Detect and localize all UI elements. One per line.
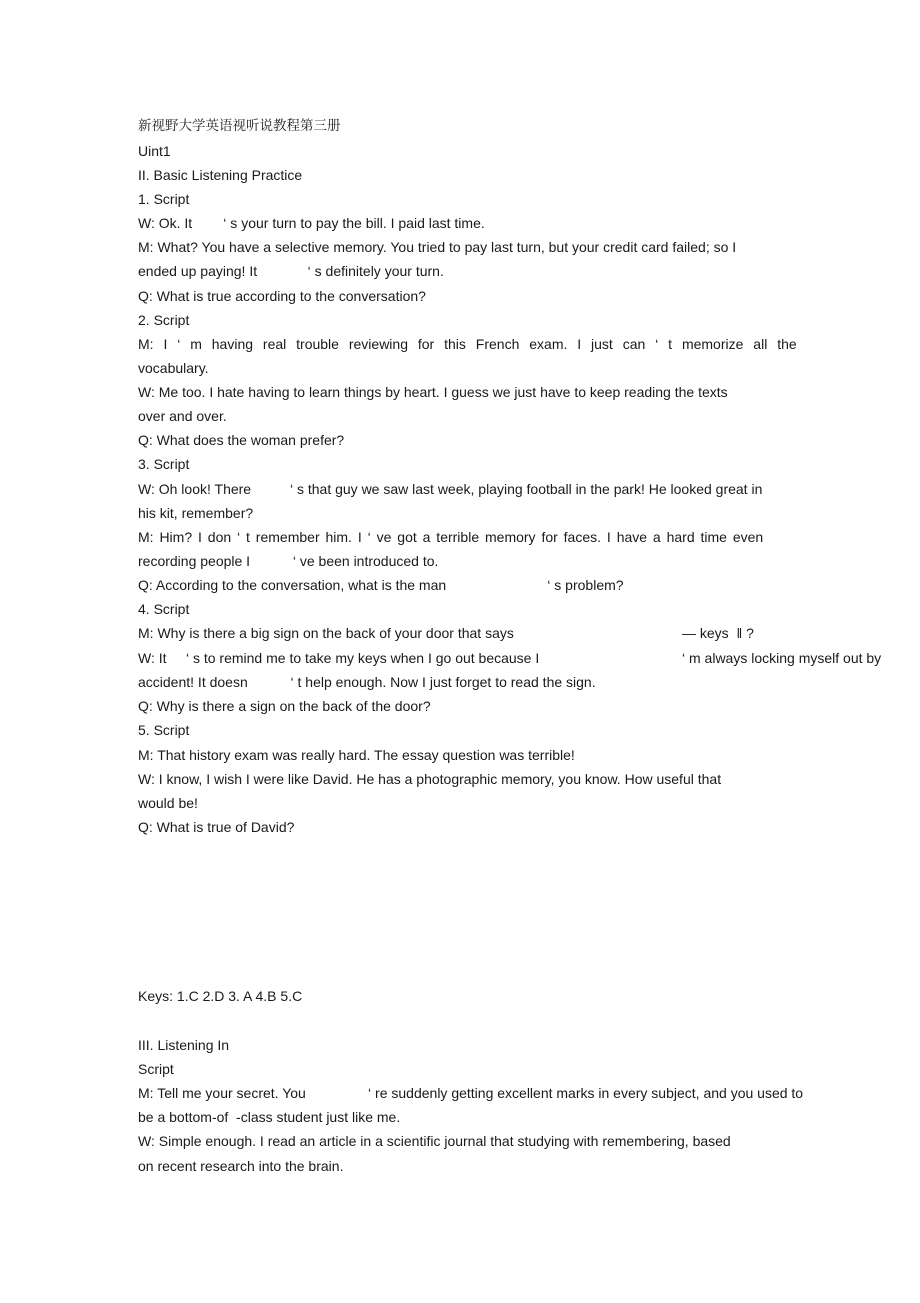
listening-in-line-1: M: Tell me your secret. You ‘ re suddenly getting excellent marks in every subject, and you used to: [138, 1085, 804, 1101]
script-3-line-1: W: Oh look! There ‘ s that guy we saw last week, playing football in the park! He looked great in: [138, 481, 763, 497]
script-4-line-1: M: Why is there a big sign on the back of your door that says: [138, 625, 514, 641]
script-4-line-1-sign: — keys ‖ ?: [682, 625, 754, 641]
script-5-question: Q: What is true of David?: [138, 819, 295, 835]
script-1-question: Q: What is true according to the conversation?: [138, 288, 426, 304]
script-1-line-2: M: What? You have a selective memory. You tried to pay last turn, but your credit card failed; so I: [138, 239, 737, 255]
unit-label: Uint1: [138, 143, 171, 159]
script-3-line-4: recording people I ‘ ve been introduced to.: [138, 553, 439, 569]
script-4-line-2: W: It ‘ s to remind me to take my keys when I go out because I: [138, 650, 540, 666]
script-1-line-1: W: Ok. It ‘ s your turn to pay the bill. I paid last time.: [138, 215, 485, 231]
section-heading-basic: II. Basic Listening Practice: [138, 167, 303, 183]
script-4-line-3: accident! It doesn ‘ t help enough. Now I just forget to read the sign.: [138, 674, 596, 690]
script-4-heading: 4. Script: [138, 601, 190, 617]
script-2-line-2: vocabulary.: [138, 360, 209, 376]
script-3-line-2: his kit, remember?: [138, 505, 254, 521]
script-2-line-4: over and over.: [138, 408, 227, 424]
document-title: 新视野大学英语视听说教程第三册: [138, 118, 341, 134]
listening-in-line-2: be a bottom-of -class student just like me.: [138, 1109, 401, 1125]
script-2-line-3: W: Me too. I hate having to learn things by heart. I guess we just have to keep reading the texts: [138, 384, 728, 400]
script-2-line-1: M: I ‘ m having real trouble reviewing for this French exam. I just can ‘ t memorize all the: [138, 336, 797, 352]
script-1-heading: 1. Script: [138, 191, 190, 207]
script-3-question: Q: According to the conversation, what is the man ‘ s problem?: [138, 577, 624, 593]
listening-in-line-4: on recent research into the brain.: [138, 1158, 344, 1174]
script-3-line-3: M: Him? I don ‘ t remember him. I ‘ ve got a terrible memory for faces. I have a hard time even: [138, 529, 764, 545]
script-5-line-2: W: I know, I wish I were like David. He has a photographic memory, you know. How useful that: [138, 771, 722, 787]
script-label: Script: [138, 1061, 174, 1077]
script-4-question: Q: Why is there a sign on the back of the door?: [138, 698, 431, 714]
script-2-heading: 2. Script: [138, 312, 190, 328]
listening-in-line-3: W: Simple enough. I read an article in a scientific journal that studying with remembering, based: [138, 1133, 731, 1149]
script-4-line-2-end: ‘ m always locking myself out by: [682, 650, 882, 666]
script-1-line-3: ended up paying! It ‘ s definitely your turn.: [138, 263, 444, 279]
script-2-question: Q: What does the woman prefer?: [138, 432, 345, 448]
script-5-line-3: would be!: [138, 795, 198, 811]
answer-keys: Keys: 1.C 2.D 3. A 4.B 5.C: [138, 988, 303, 1004]
script-3-heading: 3. Script: [138, 456, 190, 472]
section-heading-listening-in: III. Listening In: [138, 1037, 230, 1053]
script-5-line-1: M: That history exam was really hard. The essay question was terrible!: [138, 747, 575, 763]
script-5-heading: 5. Script: [138, 722, 190, 738]
